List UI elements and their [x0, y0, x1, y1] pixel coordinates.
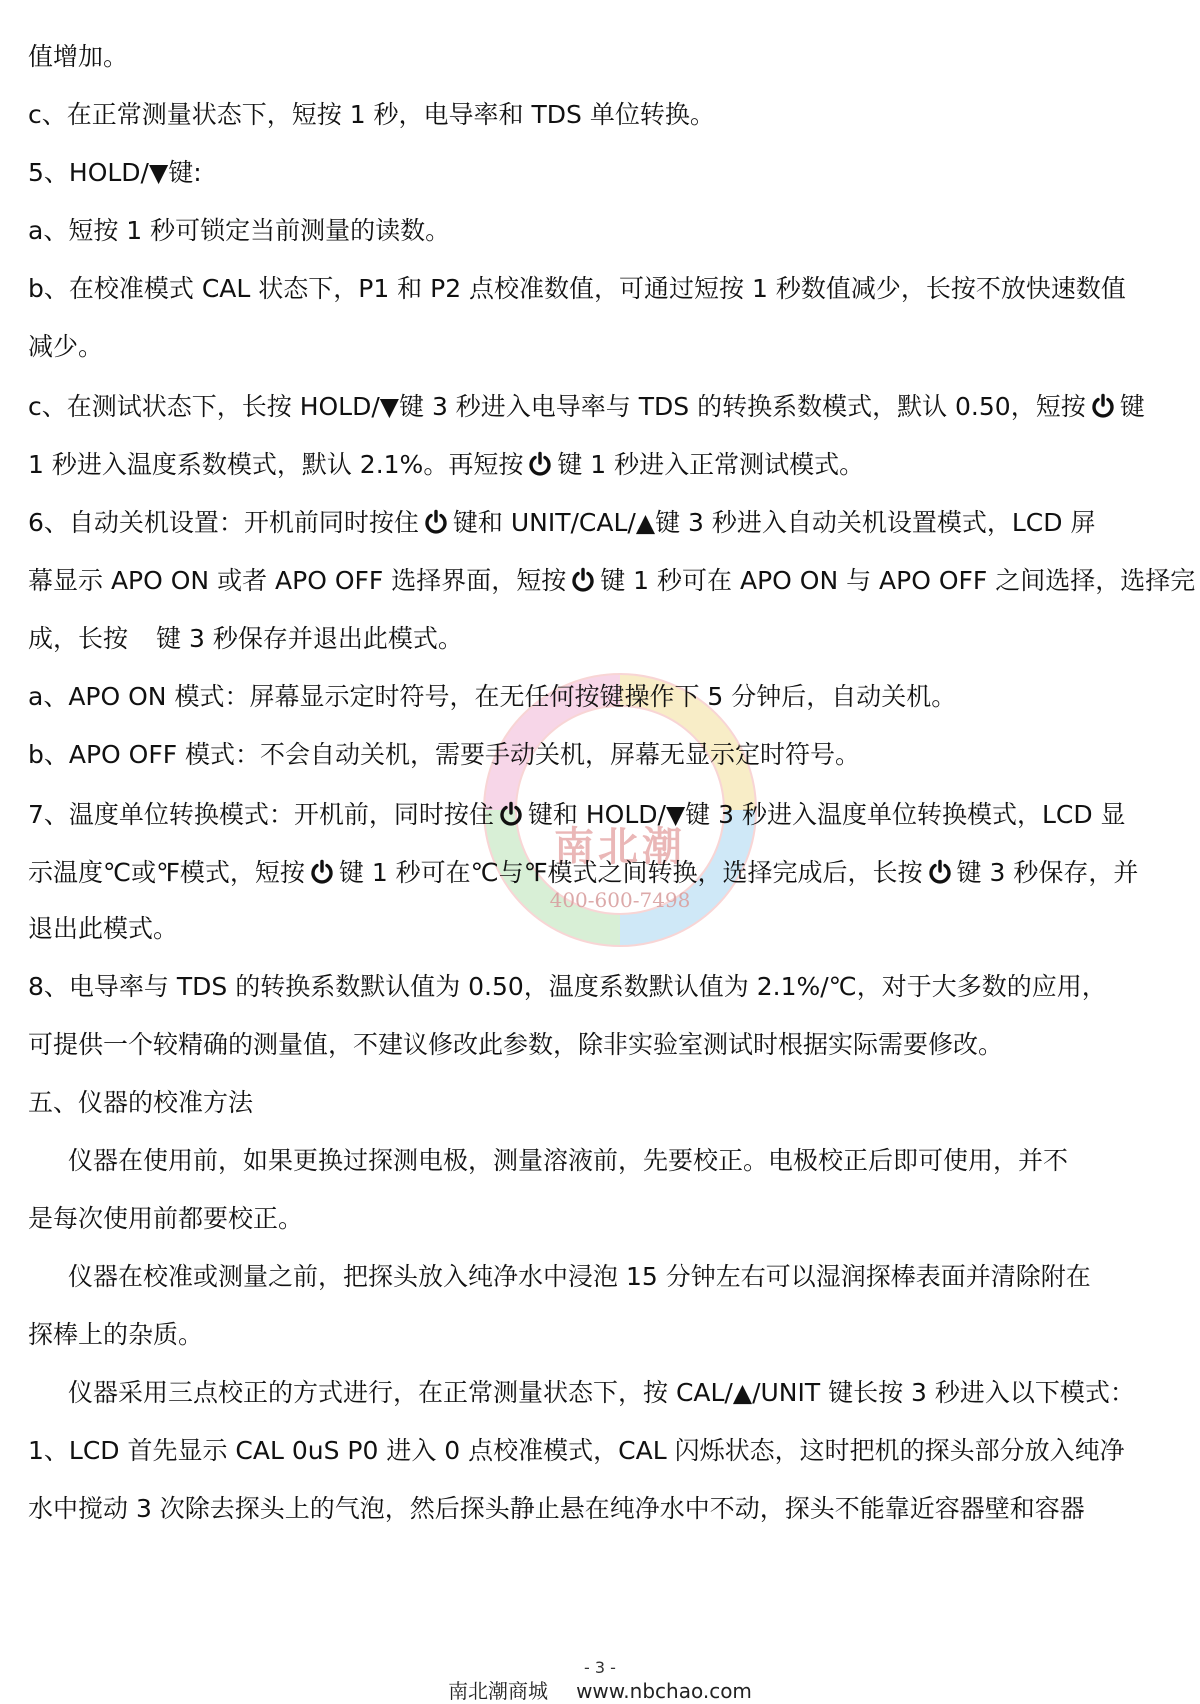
text-line: b、在校准模式 CAL 状态下，P1 和 P2 点校准数值，可通过短按 1 秒数值减少，长按不放快速数值: [28, 274, 1126, 303]
text-line: 水中搅动 3 次除去探头上的气泡，然后探头静止悬在纯净水中不动，探头不能靠近容器壁和容器: [28, 1494, 1085, 1523]
footer-site-name: 南北潮商城: [448, 1679, 549, 1703]
watermark-name: 南北潮: [554, 823, 686, 870]
text-line: 幕显示 APO ON 或者 APO OFF 选择界面，短按 键 1 秒可在 APO ON 与 APO OFF 之间选择，选择完: [28, 566, 1196, 595]
power-icon: [527, 451, 553, 477]
text-line: 7、温度单位转换模式：开机前，同时按住 键和 HOLD/▼键 3 秒进入温度单位转换模式，LCD 显: [28, 800, 1126, 829]
text-line: 值增加。: [28, 42, 129, 71]
text-line: a、APO ON 模式：屏幕显示定时符号，在无任何按键操作下 5 分钟后，自动关机。: [28, 682, 957, 711]
section-heading: 五、仪器的校准方法: [28, 1088, 254, 1117]
text-line: 减少。: [28, 332, 104, 361]
text-line: 是每次使用前都要校正。: [28, 1204, 304, 1233]
text-line: 5、HOLD/▼键:: [28, 158, 202, 187]
power-icon: [1090, 393, 1116, 419]
text-line: 可提供一个较精确的测量值，不建议修改此参数，除非实验室测试时根据实际需要修改。: [28, 1030, 1004, 1059]
power-icon: [309, 859, 335, 885]
text-line: 1 秒进入温度系数模式，默认 2.1%。再短按 键 1 秒进入正常测试模式。: [28, 450, 865, 479]
text-line: 退出此模式。: [28, 914, 179, 943]
text-line: 8、电导率与 TDS 的转换系数默认值为 0.50，温度系数默认值为 2.1%/℃，对于大多数的应用，: [28, 972, 1107, 1001]
footer: [0, 1675, 1200, 1704]
text-line: a、短按 1 秒可锁定当前测量的读数。: [28, 216, 451, 245]
power-icon: [927, 859, 953, 885]
text-line: c、在正常测量状态下，短按 1 秒，电导率和 TDS 单位转换。: [28, 100, 715, 129]
text-line: 成，长按 键 3 秒保存并退出此模式。: [28, 624, 463, 653]
text-line: 1、LCD 首先显示 CAL 0uS P0 进入 0 点校准模式，CAL 闪烁状态，这时把机的探头部分放入纯净: [28, 1436, 1125, 1465]
text-line: c、在测试状态下，长按 HOLD/▼键 3 秒进入电导率与 TDS 的转换系数模式，默认 0.50，短按 键: [28, 392, 1145, 421]
page-number: - 3 -: [584, 1658, 616, 1677]
text-line: 探棒上的杂质。: [28, 1320, 204, 1349]
text-line: 仪器在校准或测量之前，把探头放入纯净水中浸泡 15 分钟左右可以湿润探棒表面并清除附在: [68, 1262, 1091, 1291]
text-line: b、APO OFF 模式：不会自动关机，需要手动关机，屏幕无显示定时符号。: [28, 740, 861, 769]
footer-url[interactable]: www.nbchao.com: [576, 1679, 752, 1703]
text-line: 仪器采用三点校正的方式进行，在正常测量状态下，按 CAL/▲/UNIT 键长按 3 秒进入以下模式：: [68, 1378, 1135, 1407]
power-icon: [423, 509, 449, 535]
watermark-phone: 400-600-7498: [549, 888, 691, 912]
text-line: 仪器在使用前，如果更换过探测电极，测量溶液前，先要校正。电极校正后即可使用，并不: [68, 1146, 1069, 1175]
text-line: 示温度℃或℉模式，短按 键 1 秒可在℃与℉模式之间转换，选择完成后，长按 键 3 秒保存，并: [28, 858, 1139, 887]
power-icon: [570, 567, 596, 593]
text-line: 6、自动关机设置：开机前同时按住 键和 UNIT/CAL/▲键 3 秒进入自动关机设置模式，LCD 屏: [28, 508, 1096, 537]
power-icon: [498, 801, 524, 827]
